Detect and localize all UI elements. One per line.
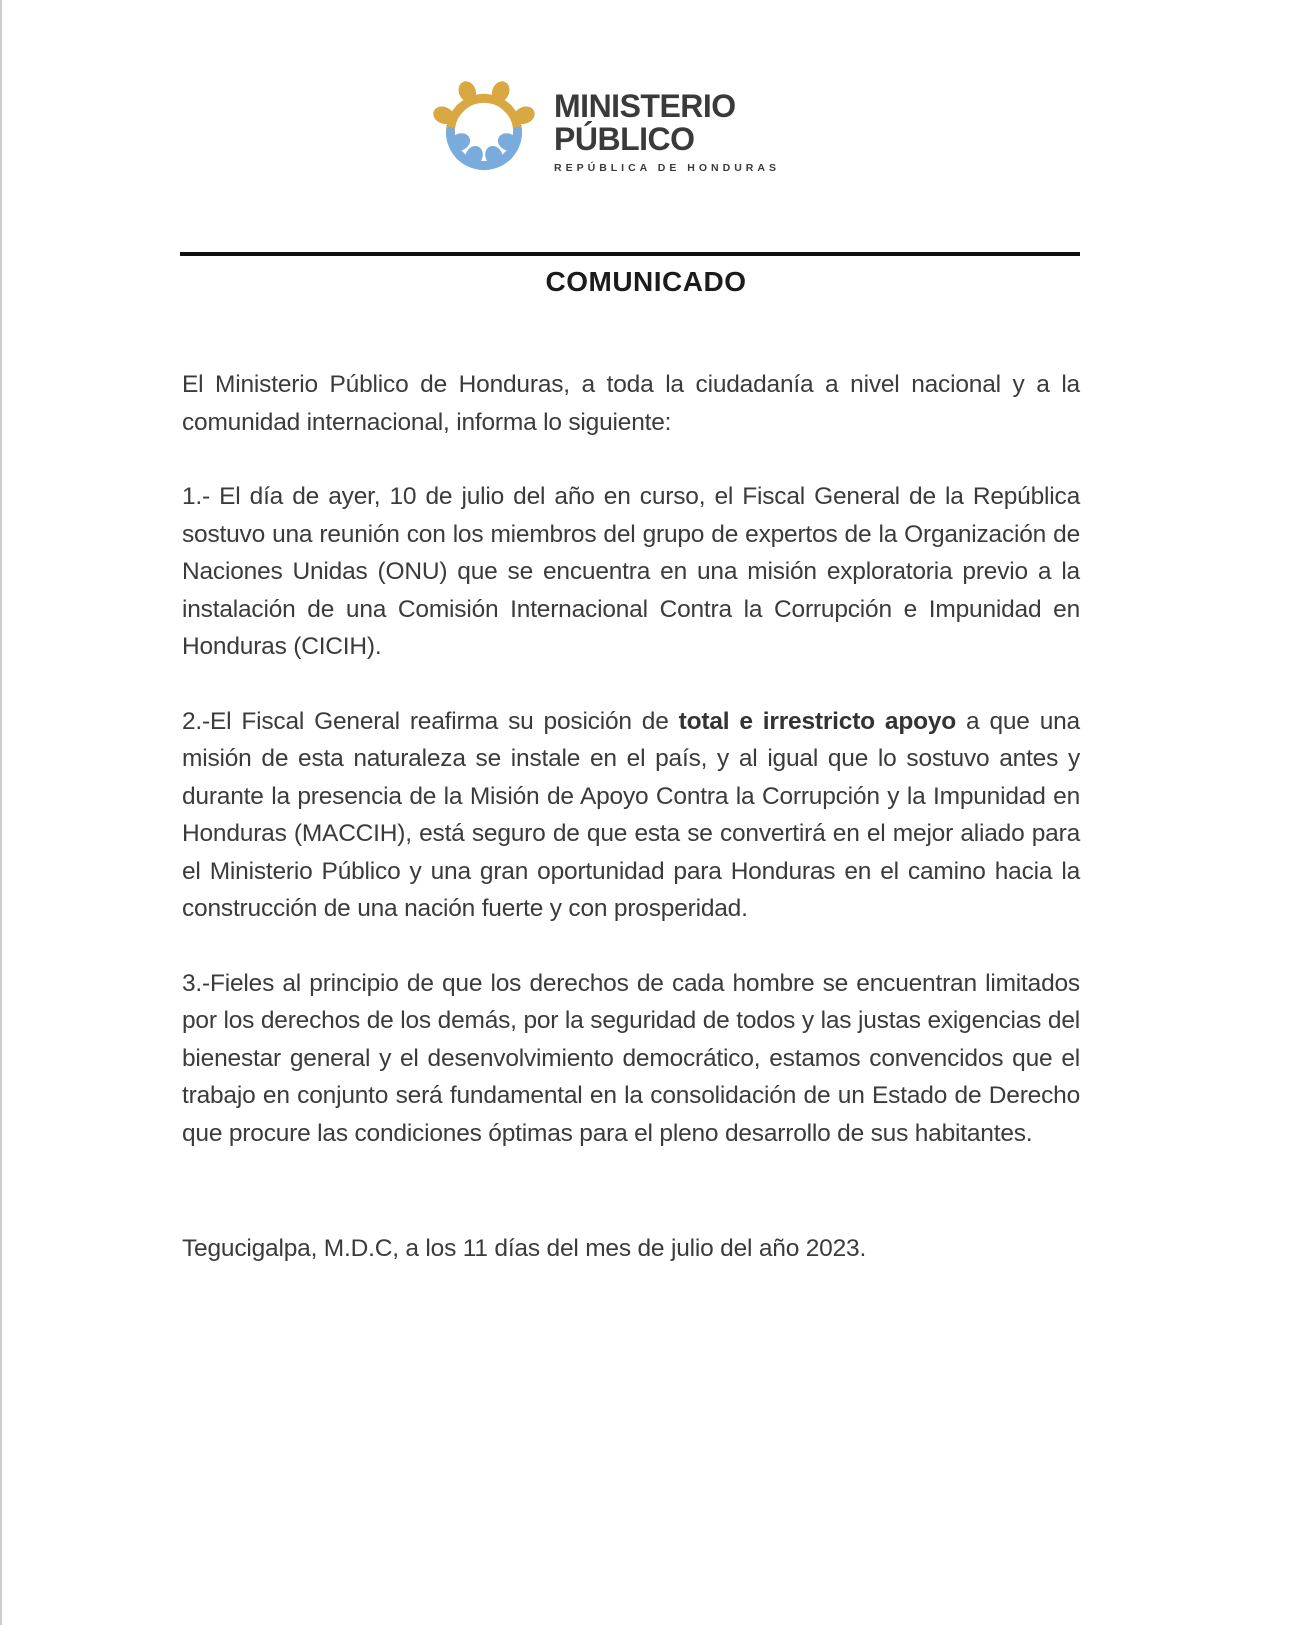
logo-subtitle: REPÚBLICA DE HONDURAS xyxy=(554,162,780,175)
paragraph-2-bold: total e irrestricto apoyo xyxy=(678,707,957,735)
mp-logo xyxy=(0,76,1248,188)
paragraph-2-before-bold: 2.-El Fiscal General reafirma su posición de xyxy=(182,707,679,735)
people-circle-icon xyxy=(428,76,540,188)
logo-title-line2: PÚBLICO xyxy=(554,120,695,157)
title-rule xyxy=(180,252,1080,256)
intro-paragraph: El Ministerio Público de Honduras, a toda la ciudadanía a nivel nacional y a la comunidad internacional, informa lo siguiente: xyxy=(182,371,1080,436)
document-body xyxy=(182,366,1080,1268)
logo-title-line1: MINISTERIO xyxy=(554,87,736,124)
document-title: COMUNICADO xyxy=(545,266,747,297)
logo-wordmark xyxy=(554,87,780,175)
paragraph-2 xyxy=(182,703,1080,928)
paragraph-3: 3.-Fieles al principio de que los derechos de cada hombre se encuentran limitados por los derechos de los demás, por la seguridad de todos y las justas exigencias del bienestar general y el desenvolvimiento democrático, estamos convencidos que el trabajo en conjunto será fundamental en la consolidación de un Estado de Derecho que procure las condiciones óptimas para el pleno desarrollo de sus habitantes. xyxy=(182,969,1080,1147)
paragraph-1: 1.- El día de ayer, 10 de julio del año en curso, el Fiscal General de la República sostuvo una reunión con los miembros del grupo de expertos de la Organización de Naciones Unidas (ONU) que se encuentra en una misión exploratoria previo a la instalación de una Comisión Internacional Contra la Corrupción e Impunidad en Honduras (CICIH). xyxy=(182,483,1080,660)
paragraph-2-after-bold: a que una misión de esta naturaleza se instale en el país, y al igual que lo sostuvo antes y durante la presencia de la Misión de Apoyo Contra la Corrupción y la Impunidad en Honduras (MACCIH), está seguro de que esta se convertirá en el mejor aliado para el Ministerio Público y una gran oportunidad para Honduras en el camino hacia la construcción de una nación fuerte y con prosperidad. xyxy=(182,707,1080,922)
dateline: Tegucigalpa, M.D.C, a los 11 días del mes de julio del año 2023. xyxy=(182,1235,867,1262)
